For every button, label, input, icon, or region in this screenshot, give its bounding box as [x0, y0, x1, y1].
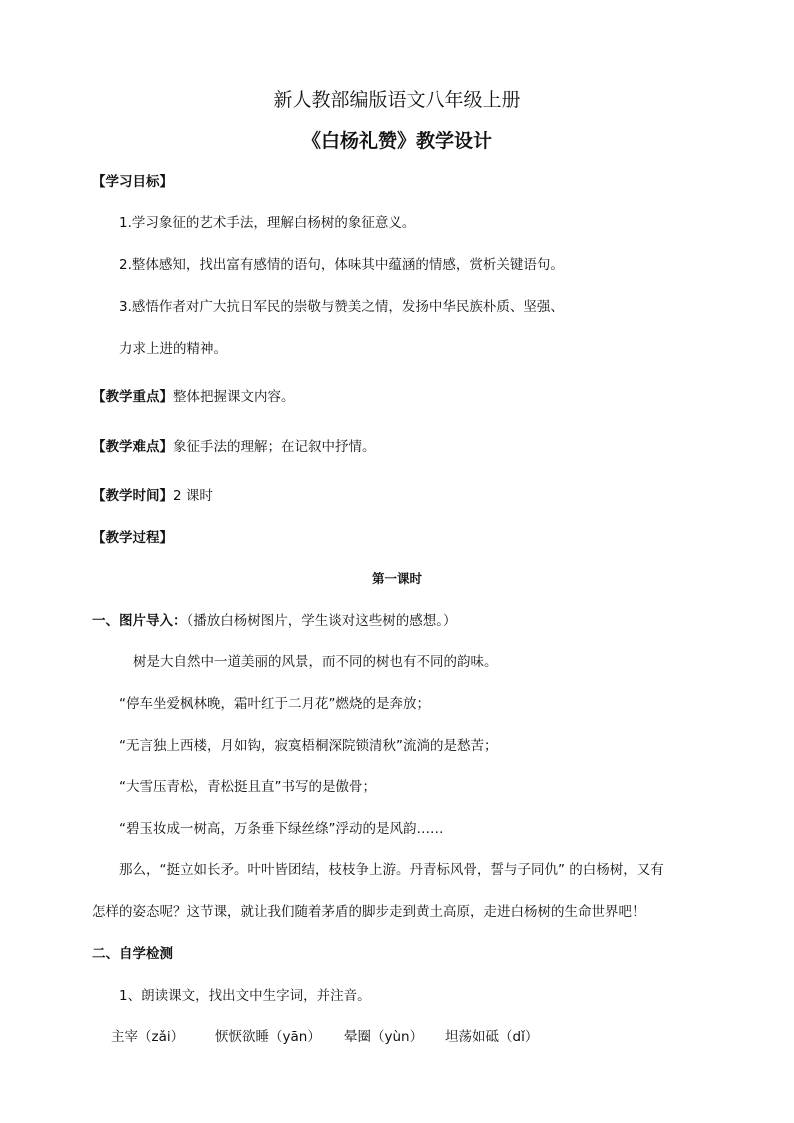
key-point-label: 【教学重点】: [92, 389, 173, 405]
document-subtitle: 《白杨礼赞》教学设计: [301, 130, 492, 152]
time-label: 【教学时间】: [92, 488, 173, 504]
goal-item-3: 3.感悟作者对广大抗日军民的崇敬与赞美之情，发扬中华民族朴质、坚强、: [119, 299, 564, 315]
key-point-text: 整体把握课文内容。: [173, 389, 295, 405]
goal-item-3-continued: 力求上进的精神。: [119, 341, 227, 357]
time-line: [92, 487, 213, 505]
lesson-heading: 第一课时: [371, 571, 422, 586]
difficulty-text: 象征手法的理解；在记叙中抒情。: [173, 439, 376, 455]
poem-line-4: “碧玉妆成一树高，万条垂下绿丝绦”浮动的是风韵……: [119, 821, 444, 837]
goals-heading: 【学习目标】: [92, 174, 173, 190]
section1-label: 一、图片导入：: [92, 613, 187, 629]
difficulty-line: [92, 438, 376, 456]
poem-line-1: “停车坐爱枫林晚，霜叶红于二月花”燃烧的是奔放；: [119, 696, 430, 712]
section2-item-1: 1、朗读课文，找出文中生字词，并注音。: [119, 988, 371, 1004]
transition-line-1: 那么，“挺立如长矛。叶叶皆团结，枝枝争上游。丹青标风骨，誓与子同仇” 的白杨树，又有: [119, 862, 664, 878]
section2-heading: 二、自学检测: [92, 946, 173, 962]
poem-line-3: “大雪压青松，青松挺且直”书写的是傲骨；: [119, 779, 376, 795]
vocab-word-3: 晕圈（yùn）: [344, 1029, 424, 1045]
goal-item-1: 1.学习象征的艺术手法，理解白杨树的象征意义。: [119, 215, 416, 231]
poem-line-2: “无言独上西楼，月如钩，寂寞梧桐深院锁清秋”流淌的是愁苦；: [119, 738, 498, 754]
key-point-line: [92, 388, 295, 406]
section1-line: [92, 612, 457, 630]
vocab-word-1: 主宰（zǎi）: [111, 1029, 185, 1045]
section1-note: （播放白杨树图片，学生谈对这些树的感想。）: [186, 613, 457, 629]
process-heading: 【教学过程】: [92, 530, 173, 546]
difficulty-label: 【教学难点】: [92, 439, 173, 455]
goal-item-2: 2.整体感知，找出富有感情的语句，体味其中蕴涵的情感，赏析关键语句。: [119, 257, 564, 273]
document-title: 新人教部编版语文八年级上册: [273, 89, 521, 111]
intro-paragraph: 树是大自然中一道美丽的风景，而不同的树也有不同的韵味。: [133, 654, 498, 670]
transition-line-2: 怎样的姿态呢？这节课，就让我们随着茅盾的脚步走到黄土高原，走进白杨树的生命世界吧！: [92, 904, 646, 920]
vocab-word-4: 坦荡如砥（dǐ）: [445, 1029, 539, 1045]
time-text: 2 课时: [173, 488, 213, 504]
vocab-word-2: 恹恹欲睡（yān）: [215, 1029, 321, 1045]
